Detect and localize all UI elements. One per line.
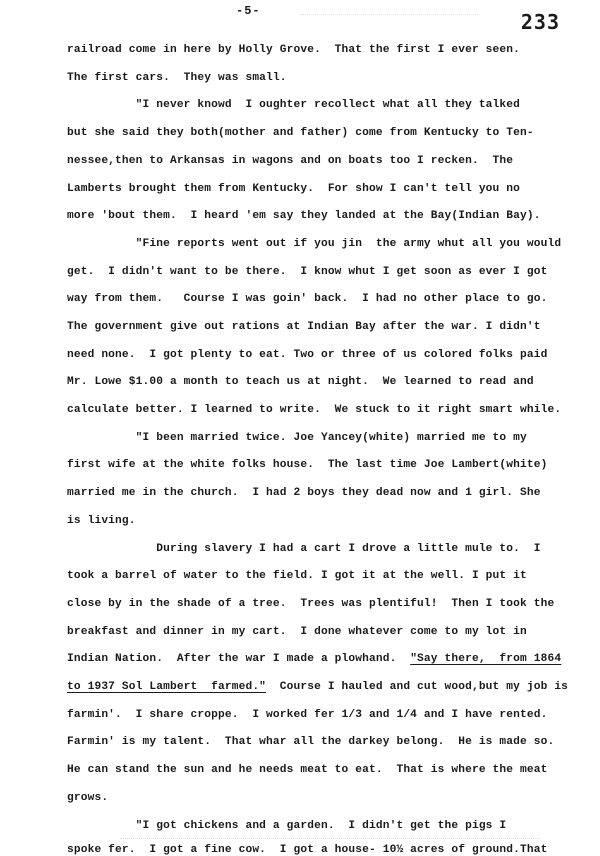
text-line: He can stand the sun and he needs meat to eat. That is where the meat: [67, 764, 548, 776]
text-line: railroad come in here by Holly Grove. That the first I ever seen.: [67, 44, 520, 56]
scan-artifact-bottom: [120, 838, 540, 845]
text-line: Lamberts brought them from Kentucky. For show I can't tell you no: [67, 183, 520, 195]
text-line: need none. I got plenty to eat. Two or three of us colored folks paid: [67, 349, 548, 361]
text-line: more 'bout them. I heard 'em say they landed at the Bay(Indian Bay).: [67, 210, 541, 222]
text-line: During slavery I had a cart I drove a little mule to. I: [67, 543, 541, 555]
text-line: close by in the shade of a tree. Trees was plentiful! Then I took the: [67, 598, 555, 610]
text-line: The first cars. They was small.: [67, 72, 287, 84]
scan-artifact-top: [300, 4, 480, 15]
text-line: but she said they both(mother and father) come from Kentucky to Ten-: [67, 127, 534, 139]
text-line: [67, 681, 568, 693]
stamp-number: 233: [520, 10, 560, 34]
text-line: is living.: [67, 515, 136, 527]
text-line: "Fine reports went out if you jin the army whut all you would: [67, 238, 562, 250]
text-line: spoke fer. I got a fine cow. I got a house- 10½ acres of ground.That: [67, 844, 548, 856]
text-line: "I got chickens and a garden. I didn't get the pigs I: [67, 820, 507, 832]
text-line: nessee,then to Arkansas in wagons and on boats too I recken. The: [67, 155, 514, 167]
text-line: first wife at the white folks house. The last time Joe Lambert(white): [67, 459, 548, 471]
text-segment: Indian Nation. After the war I made a plowhand.: [67, 653, 411, 665]
text-line: "I been married twice. Joe Yancey(white) married me to my: [67, 432, 527, 444]
text-line: get. I didn't want to be there. I know whut I get soon as ever I got: [67, 266, 548, 278]
underlined-quote-continuation: to 1937 Sol Lambert farmed.": [67, 681, 267, 693]
text-line: [67, 653, 561, 665]
text-line: breakfast and dinner in my cart. I done whatever come to my lot in: [67, 626, 527, 638]
text-line: married me in the church. I had 2 boys they dead now and 1 girl. She: [67, 487, 541, 499]
text-line: calculate better. I learned to write. We stuck to it right smart while.: [67, 404, 562, 416]
page-number: -5-: [236, 4, 261, 18]
text-line: "I never knowd I oughter recollect what all they talked: [67, 99, 520, 111]
underlined-quote: "Say there, from 1864: [410, 653, 562, 665]
text-line: way from them. Course I was goin' back. I had no other place to go.: [67, 293, 548, 305]
text-line: took a barrel of water to the field. I got it at the well. I put it: [67, 570, 527, 582]
text-segment: Course I hauled and cut wood,but my job is: [266, 681, 569, 693]
text-line: Farmin' is my talent. That whar all the darkey belong. He is made so.: [67, 736, 555, 748]
text-line: farmin'. I share croppe. I worked fer 1/3 and 1/4 and I have rented.: [67, 709, 548, 721]
text-line: The government give out rations at Indian Bay after the war. I didn't: [67, 321, 541, 333]
text-line: Mr. Lowe $1.00 a month to teach us at night. We learned to read and: [67, 376, 534, 388]
text-line: grows.: [67, 792, 109, 804]
